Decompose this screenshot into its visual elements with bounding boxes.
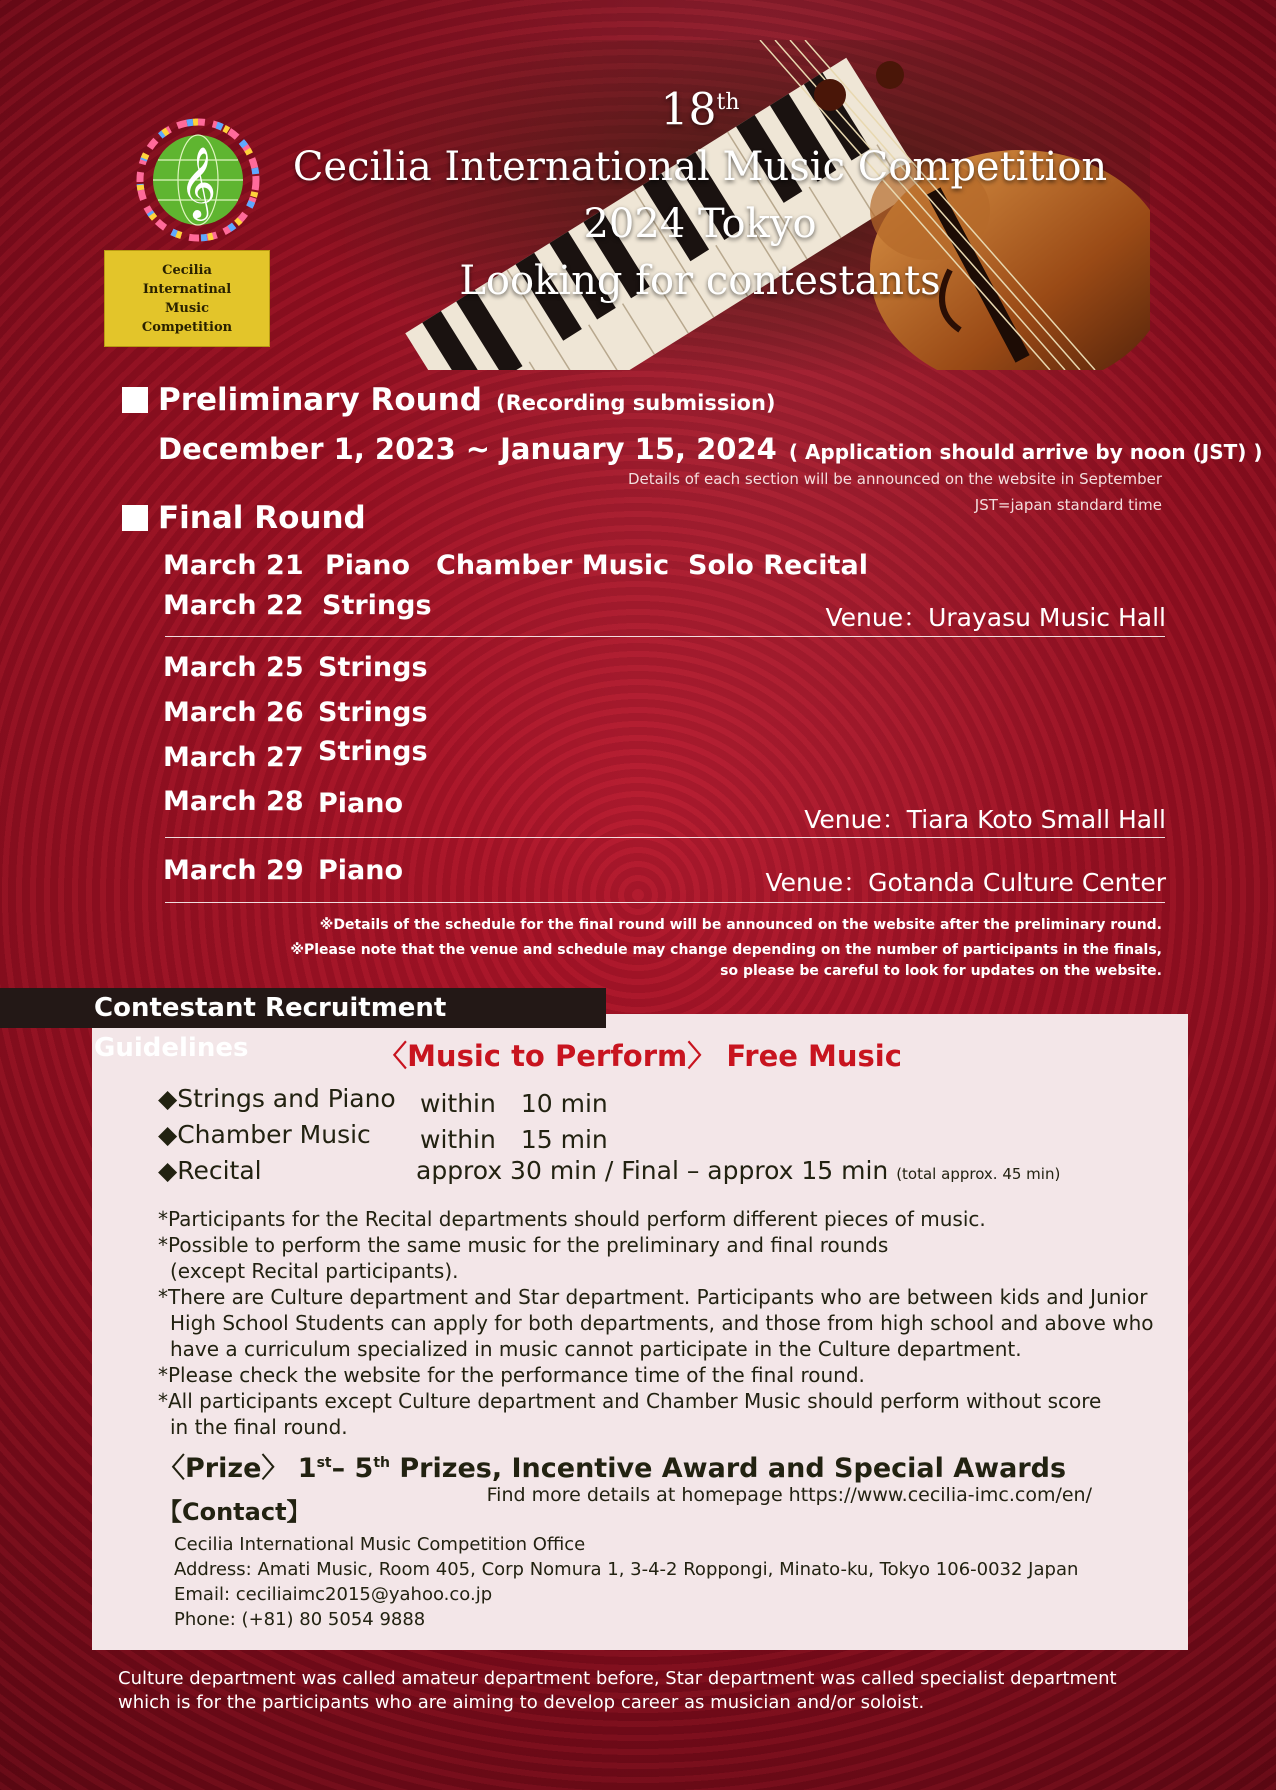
prize-fifth-sup: th: [373, 1455, 390, 1471]
final-heading: [122, 500, 366, 536]
prize-label: 〈Prize〉: [158, 1453, 289, 1484]
footer-note: [118, 1667, 1178, 1715]
rule-label: ◆Recital: [158, 1156, 262, 1185]
edition: [250, 75, 1150, 139]
venue-change-note: ※Please note that the venue and schedule may change depending on the number of participants in the finals,: [290, 942, 1162, 958]
footer-line: which is for the participants who are aiming to develop career as musician and/or soloist.: [118, 1692, 925, 1713]
jst-note: JST=japan standard time: [974, 496, 1162, 514]
prize-first: 1: [297, 1453, 317, 1484]
schedule-event: Piano: [325, 550, 411, 581]
rule-label: ◆Strings and Piano: [158, 1084, 396, 1113]
venue-label: Venue：Gotanda Culture Center: [765, 868, 1166, 897]
schedule-event: Chamber Music: [436, 550, 670, 581]
venue-change-note-cont: so please be careful to look for updates on the website.: [720, 963, 1162, 979]
rule-value: [416, 1156, 1060, 1185]
schedule-date: March 29: [163, 855, 304, 886]
title-line-3: Looking for contestants: [459, 257, 941, 304]
contact-info: [174, 1532, 1078, 1632]
prize-range: – 5: [331, 1453, 374, 1484]
logo-text-line: Internatinal: [142, 281, 232, 297]
preliminary-note: Details of each section will be announced on the website in September: [627, 470, 1162, 488]
schedule-event: Piano: [318, 855, 404, 886]
svg-text:𝄞: 𝄞: [179, 145, 217, 218]
schedule-event: Strings: [318, 697, 428, 728]
schedule-event: Strings: [322, 590, 432, 621]
note-line: have a curriculum specialized in music cannot participate in the Culture department.: [170, 1337, 1022, 1361]
note-line: High School Students can apply for both departments, and those from high school and above who: [170, 1311, 1154, 1335]
rule-value: within 10 min: [420, 1089, 608, 1118]
contact-heading: 【Contact】: [158, 1498, 311, 1526]
homepage-link[interactable]: Find more details at homepage https://www.cecilia-imc.com/en/: [486, 1484, 1092, 1506]
guidelines-tab: Contestant Recruitment Guidelines: [0, 988, 606, 1028]
contact-email[interactable]: Email: ceciliaimc2015@yahoo.co.jp: [174, 1584, 493, 1605]
note-line: *All participants except Culture department and Chamber Music should perform without score: [158, 1389, 1102, 1413]
logo-text-line: Cecilia: [162, 262, 212, 278]
note-line: in the final round.: [170, 1415, 348, 1439]
logo-text-line: Competition: [141, 319, 233, 335]
rule-extra: (total approx. 45 min): [896, 1165, 1061, 1183]
edition-suffix: th: [716, 90, 740, 115]
schedule-event: Strings: [318, 736, 428, 767]
schedule-note: ※Details of the schedule for the final round will be announced on the website after the preliminary round.: [319, 917, 1162, 933]
schedule-date: March 21: [163, 550, 304, 581]
venue-label: Venue：Tiara Koto Small Hall: [804, 805, 1166, 834]
guideline-notes: [158, 1206, 1154, 1440]
prize-first-sup: st: [316, 1455, 332, 1471]
venue-label: Venue：Urayasu Music Hall: [825, 603, 1166, 632]
note-line: *There are Culture department and Star department. Participants who are between kids and Junior: [158, 1285, 1148, 1309]
schedule-date: March 25: [163, 652, 304, 683]
contact-office: Cecilia International Music Competition Office: [174, 1534, 586, 1555]
square-bullet-icon: [122, 505, 148, 531]
schedule-event: Strings: [318, 652, 428, 683]
contact-address: Address: Amati Music, Room 405, Corp Nomura 1, 3-4-2 Roppongi, Minato-ku, Tokyo 106-0032 Japan: [174, 1559, 1079, 1580]
schedule-date: March 22: [163, 590, 304, 621]
rule-value: within 15 min: [420, 1125, 608, 1154]
rule-value-text: approx 30 min / Final – approx 15 min: [416, 1156, 889, 1185]
note-line: *Participants for the Recital departments should perform different pieces of music.: [158, 1207, 986, 1231]
note-line: (except Recital participants).: [170, 1259, 459, 1283]
schedule-date: March 27: [163, 742, 304, 773]
logo-text-line: Music: [164, 300, 209, 316]
preliminary-date-range: December 1, 2023 ~ January 15, 2024: [158, 432, 777, 466]
preliminary-subtitle: (Recording submission): [496, 391, 776, 415]
schedule-event: Piano: [318, 788, 404, 819]
square-bullet-icon: [122, 387, 148, 413]
application-deadline: ( Application should arrive by noon (JST) ): [788, 440, 1263, 464]
edition-number: 18: [660, 84, 717, 136]
page-title: [250, 75, 1150, 310]
schedule-date: March 26: [163, 697, 304, 728]
schedule-date: March 28: [163, 786, 304, 817]
note-line: *Please check the website for the performance time of the final round.: [158, 1363, 865, 1387]
guidelines-panel: [92, 1014, 1188, 1650]
footer-line: Culture department was called amateur department before, Star department was called specialist department: [118, 1668, 1117, 1689]
title-line-2: 2024 Tokyo: [583, 200, 817, 247]
divider: [165, 837, 1165, 838]
divider: [165, 636, 1165, 637]
final-title: Final Round: [158, 500, 366, 536]
music-to-perform-heading: 〈Music to Perform〉 Free Music: [378, 1039, 902, 1073]
rule-label: ◆Chamber Music: [158, 1120, 371, 1149]
preliminary-title: Preliminary Round: [158, 382, 482, 418]
preliminary-dates: [158, 432, 1263, 466]
note-line: *Possible to perform the same music for the preliminary and final rounds: [158, 1233, 889, 1257]
title-line-1: Cecilia International Music Competition: [292, 143, 1108, 190]
prize-line: [158, 1446, 1066, 1485]
schedule-event: Solo Recital: [688, 550, 868, 581]
prize-text: Prizes, Incentive Award and Special Awards: [399, 1453, 1067, 1484]
preliminary-heading: [122, 382, 776, 418]
logo-text-box: [104, 250, 270, 347]
contact-phone: Phone: (+81) 80 5054 9888: [174, 1609, 426, 1630]
divider: [165, 902, 1165, 903]
